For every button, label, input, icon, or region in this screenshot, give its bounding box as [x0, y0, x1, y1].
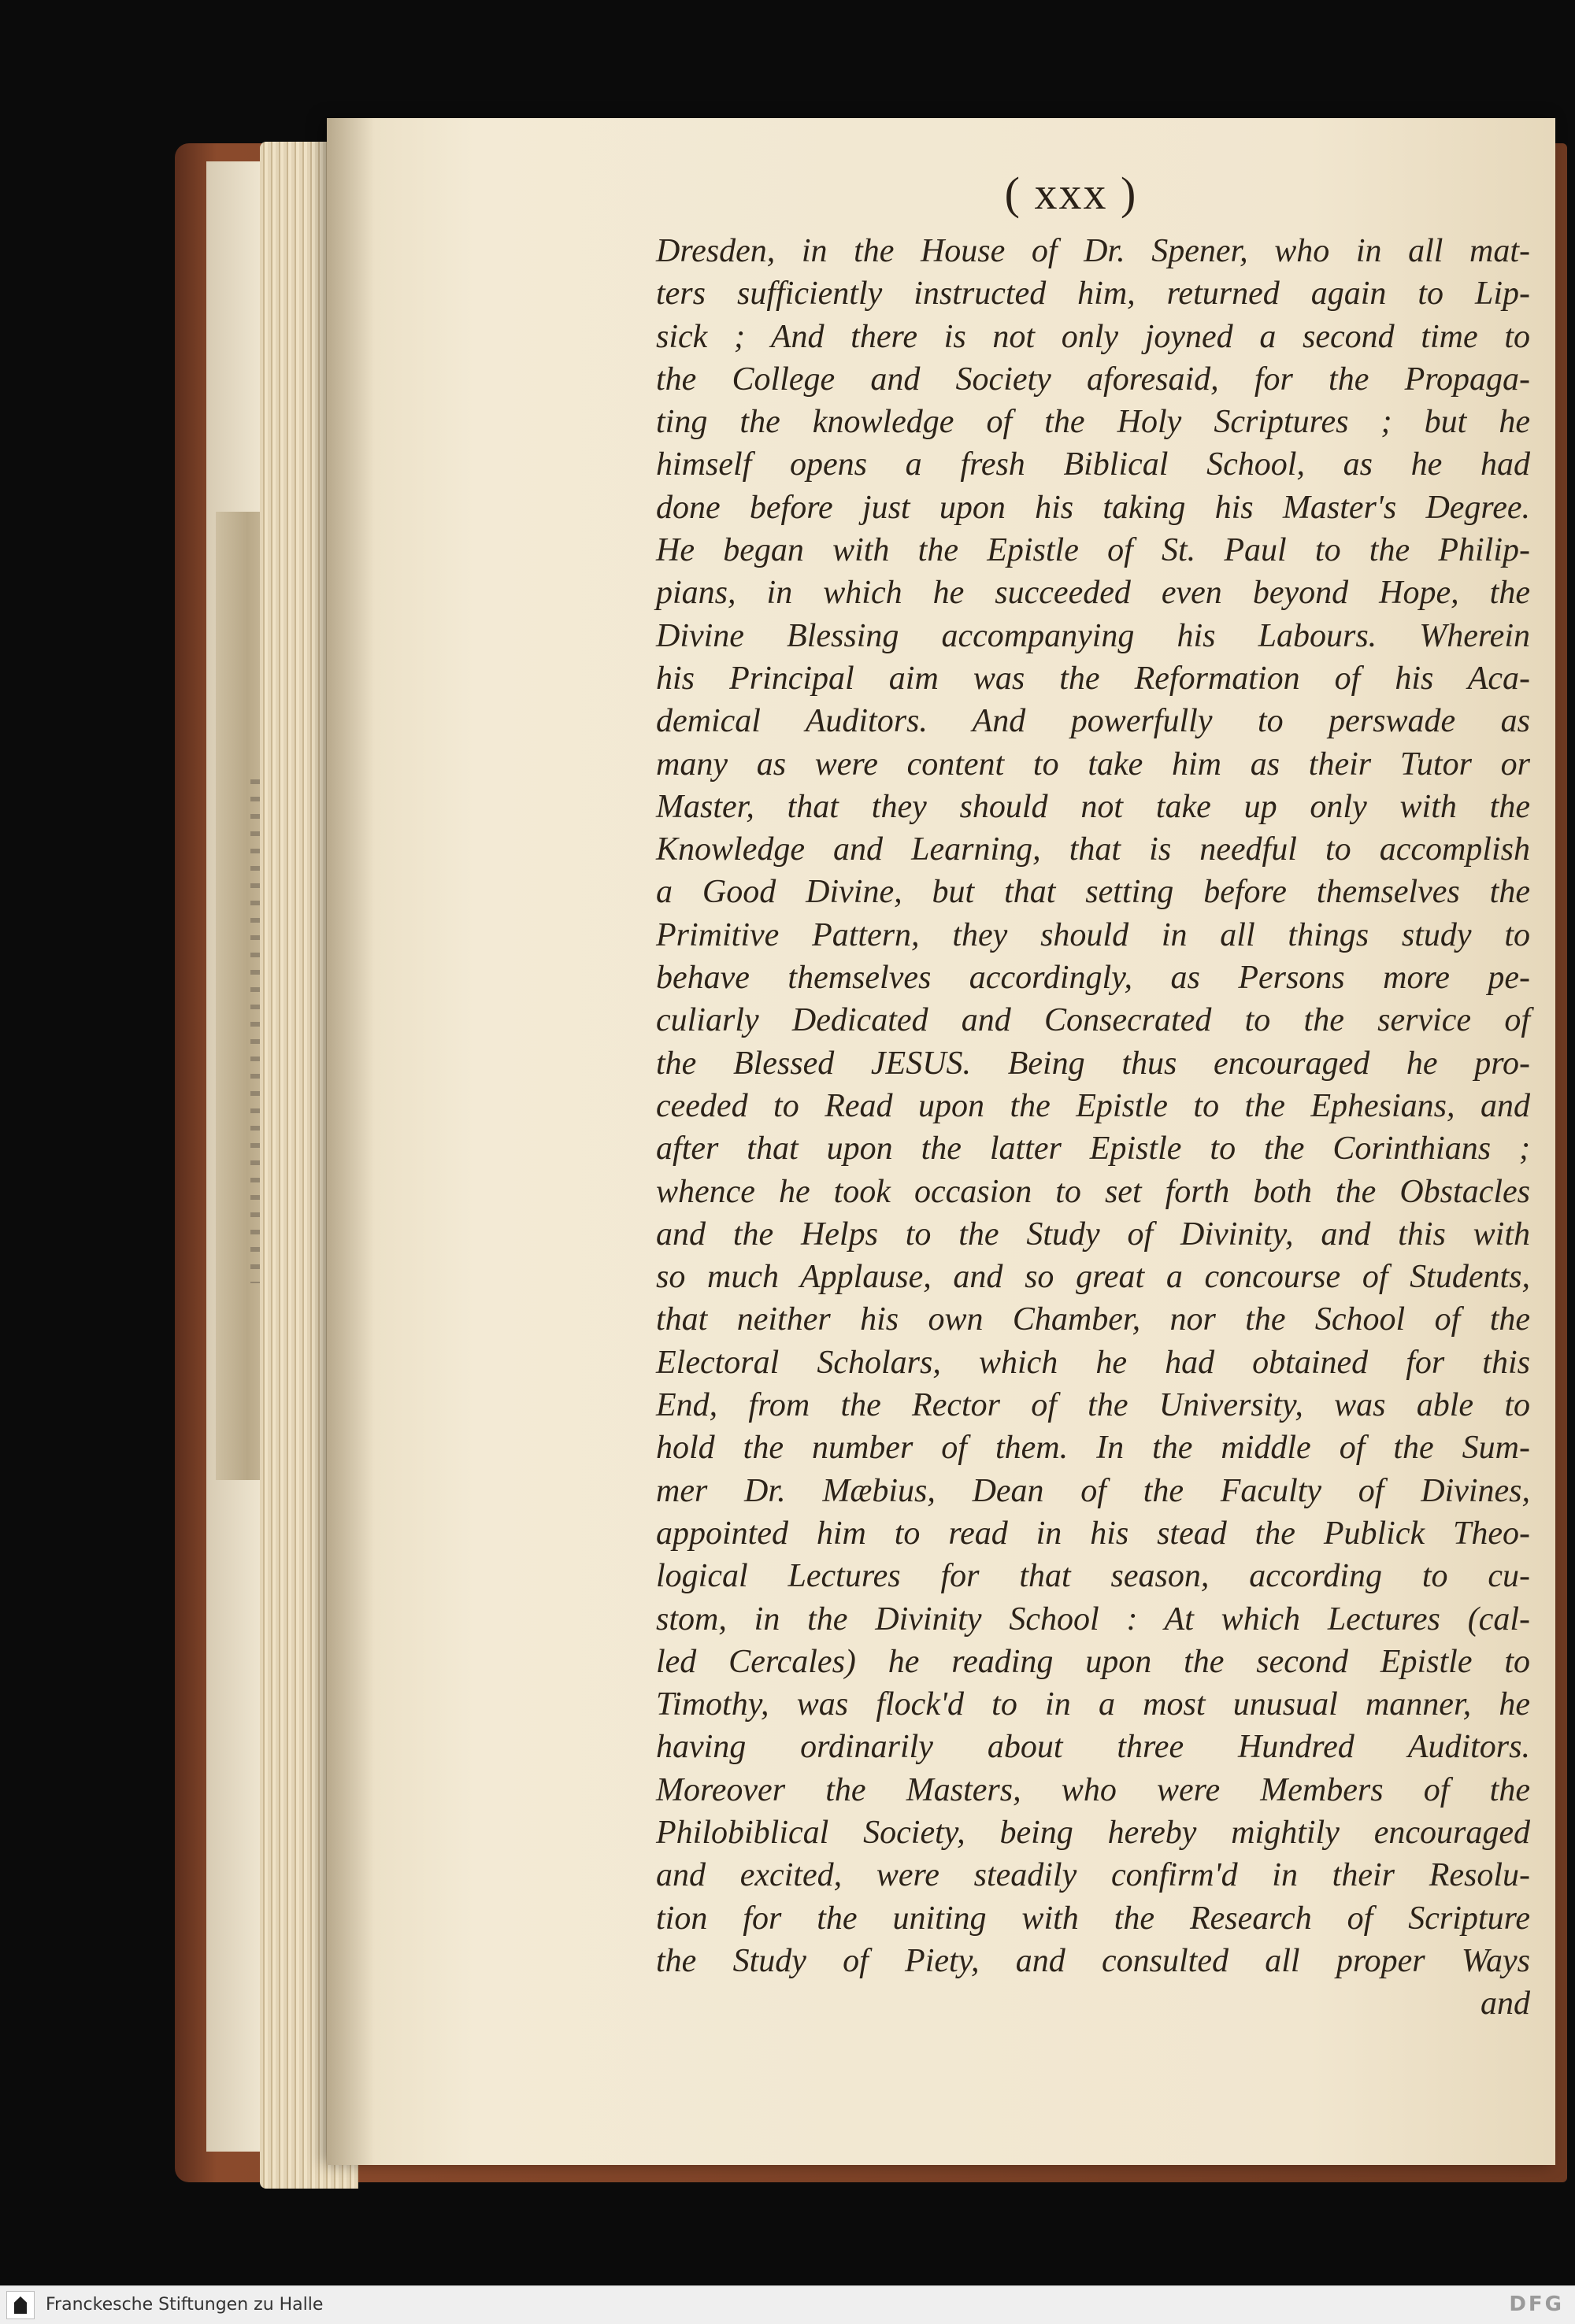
text-line: mer Dr. Mæbius, Dean of the Faculty of Divines, [656, 1472, 1530, 1509]
viewer-footer [0, 2285, 1575, 2324]
text-line: whence he took occasion to set forth both the Obstacles [656, 1173, 1530, 1210]
text-line: after that upon the latter Epistle to the Corinthians ; [656, 1131, 1530, 1168]
text-line: Dresden, in the House of Dr. Spener, who in all mat- [656, 233, 1530, 269]
text-line: led Cercales) he reading upon the second Epistle to [656, 1643, 1530, 1680]
text-line: culiarly Dedicated and Consecrated to the service of [656, 1002, 1530, 1039]
institution-logo-icon [6, 2291, 35, 2319]
text-line: Primitive Pattern, they should in all things study to [656, 916, 1530, 953]
text-line: Timothy, was flock'd to in a most unusual manner, he [656, 1686, 1530, 1723]
text-line: logical Lectures for that season, according to cu- [656, 1558, 1530, 1595]
text-line: hold the number of them. In the middle of the Sum- [656, 1430, 1530, 1467]
text-line: Master, that they should not take up only with the [656, 788, 1530, 825]
text-line: demical Auditors. And powerfully to perswade as [656, 703, 1530, 740]
text-line: Moreover the Masters, who were Members of the [656, 1771, 1530, 1808]
text-line: a Good Divine, but that setting before themselves the [656, 874, 1530, 911]
text-line: his Principal aim was the Reformation of his Aca- [656, 660, 1530, 697]
text-line: that neither his own Chamber, nor the School of the [656, 1301, 1530, 1338]
catchword: and [1480, 1985, 1530, 2022]
text-line: and excited, were steadily confirm'd in their Resolu- [656, 1857, 1530, 1894]
text-line: ters sufficiently instructed him, returned again to Lip- [656, 276, 1530, 313]
text-line: ceeded to Read upon the Epistle to the Ephesians, and [656, 1087, 1530, 1124]
text-line: and the Helps to the Study of Divinity, and this with [656, 1216, 1530, 1253]
institution-name: Franckesche Stiftungen zu Halle [46, 2295, 324, 2315]
dfg-logo: DFG [1509, 2293, 1564, 2316]
text-line: Philobiblical Society, being hereby mightily encouraged [656, 1814, 1530, 1851]
text-line: He began with the Epistle of St. Paul to the Philip- [656, 532, 1530, 569]
text-line: Divine Blessing accompanying his Labours. Wherein [656, 617, 1530, 654]
text-line: behave themselves accordingly, as Persons more pe- [656, 960, 1530, 997]
page-number: ( xxx ) [1004, 168, 1138, 219]
text-line: stom, in the Divinity School : At which Lectures (cal- [656, 1601, 1530, 1638]
gutter-shadow [327, 118, 374, 2165]
text-line: having ordinarily about three Hundred Auditors. [656, 1729, 1530, 1766]
text-line: Knowledge and Learning, that is needful to accomplish [656, 831, 1530, 868]
text-line: appointed him to read in his stead the Publick Theo- [656, 1515, 1530, 1552]
text-line: the Blessed JESUS. Being thus encouraged he pro- [656, 1045, 1530, 1082]
text-line: End, from the Rector of the University, was able to [656, 1387, 1530, 1424]
text-line: so much Applause, and so great a concourse of Students, [656, 1259, 1530, 1296]
text-line: Electoral Scholars, which he had obtained for this [656, 1344, 1530, 1381]
text-line: tion for the uniting with the Research of Scripture [656, 1900, 1530, 1937]
text-line: the Study of Piety, and consulted all proper Ways [656, 1942, 1530, 1979]
text-line: himself opens a fresh Biblical School, as he had [656, 446, 1530, 483]
text-line: ting the knowledge of the Holy Scriptures ; but he [656, 404, 1530, 441]
text-line: sick ; And there is not only joyned a second time to [656, 318, 1530, 355]
text-line: pians, in which he succeeded even beyond Hope, the [656, 575, 1530, 612]
page-text [656, 230, 1530, 2025]
text-line: done before just upon his taking his Master's Degree. [656, 489, 1530, 526]
text-line: many as were content to take him as their Tutor or [656, 746, 1530, 783]
text-line: the College and Society aforesaid, for the Propaga- [656, 361, 1530, 398]
